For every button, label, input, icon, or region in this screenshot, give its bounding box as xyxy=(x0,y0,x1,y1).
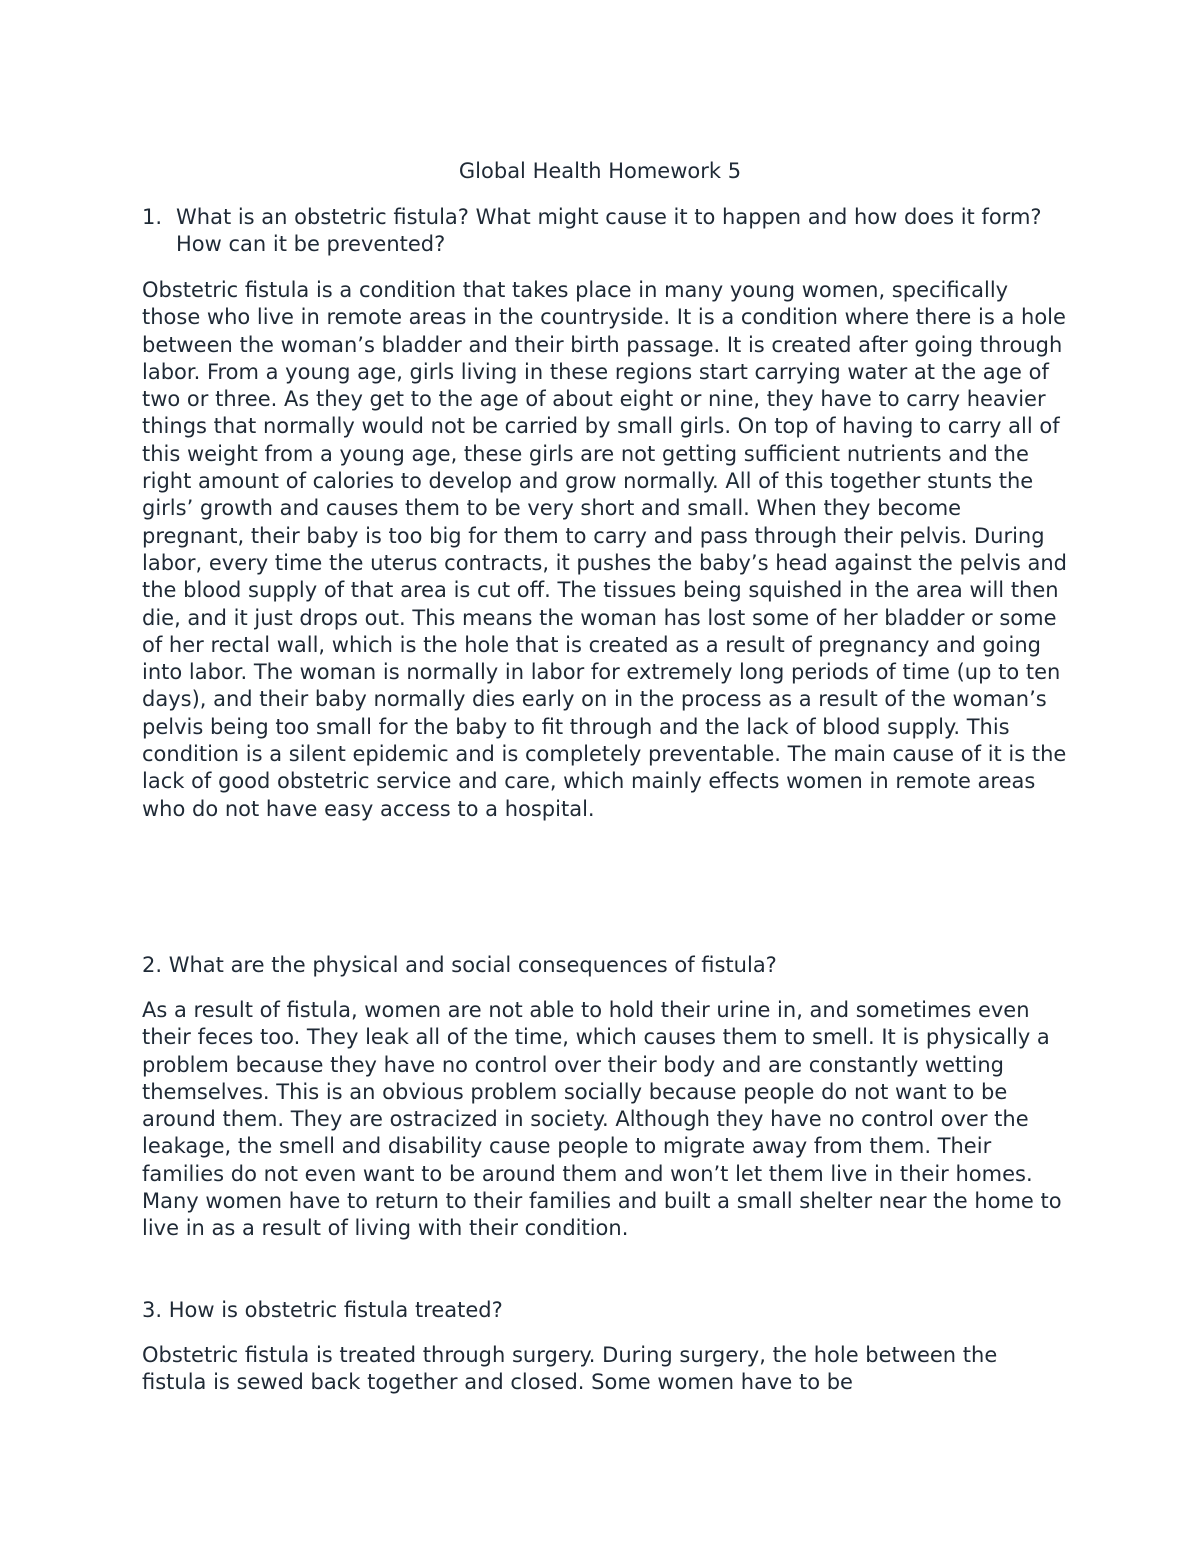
question-3: 3. How is obstetric fistula treated? xyxy=(142,1298,503,1322)
answer-3-paragraph: Obstetric fistula is treated through surgery. During surgery, the hole between the fistula is sewed back together and closed. Some women have to be xyxy=(142,1343,998,1395)
question-1-number: 1. xyxy=(142,205,163,229)
question-2: 2. What are the physical and social consequences of fistula? xyxy=(142,953,777,977)
question-1-text: What is an obstetric fistula? What might cause it to happen and how does it form? How can it be prevented? xyxy=(176,205,1042,256)
document-title: Global Health Homework 5 xyxy=(458,159,742,183)
question-1 xyxy=(142,204,1072,258)
answer-1-paragraph: Obstetric fistula is a condition that takes place in many young women, specifically those who live in remote areas in the countryside. It is a condition where there is a hole between the woman’s bladder and their birth passage. It is created after going through labor. From a young age, girls living in these regions start carrying water at the age of two or three. As they get to the age of about eight or nine, they have to carry heavier things that normally would not be carried by small girls. On top of having to carry all of this weight from a young age, these girls are not getting sufficient nutrients and the right amount of calories to develop and grow normally. All of this together stunts the girls’ growth and causes them to be very short and small. When they become pregnant, their baby is too big for them to carry and pass through their pelvis. During labor, every time the uterus contracts, it pushes the baby’s head against the pelvis and the blood supply of that area is cut off. The tissues being squished in the area will then die, and it just drops out. This means the woman has lost some of her bladder or some of her rectal wall, which is the hole that is created as a result of pregnancy and going into labor. The woman is normally in labor for extremely long periods of time (up to ten days), and their baby normally dies early on in the process as a result of the woman’s pelvis being too small for the baby to fit through and the lack of blood supply. This condition is a silent epidemic and is completely preventable. The main cause of it is the lack of good obstetric service and care, which mainly effects women in remote areas who do not have easy access to a hospital. xyxy=(142,278,1067,821)
answer-2-paragraph: As a result of fistula, women are not able to hold their urine in, and sometimes even their feces too. They leak all of the time, which causes them to smell. It is physically a problem because they have no control over their body and are constantly wetting themselves. This is an obvious problem socially because people do not want to be around them. They are ostracized in society. Although they have no control over the leakage, the smell and disability cause people to migrate away from them. Their families do not even want to be around them and won’t let them live in their homes. Many women have to return to their families and built a small shelter near the home to live in as a result of living with their condition. xyxy=(142,998,1062,1241)
